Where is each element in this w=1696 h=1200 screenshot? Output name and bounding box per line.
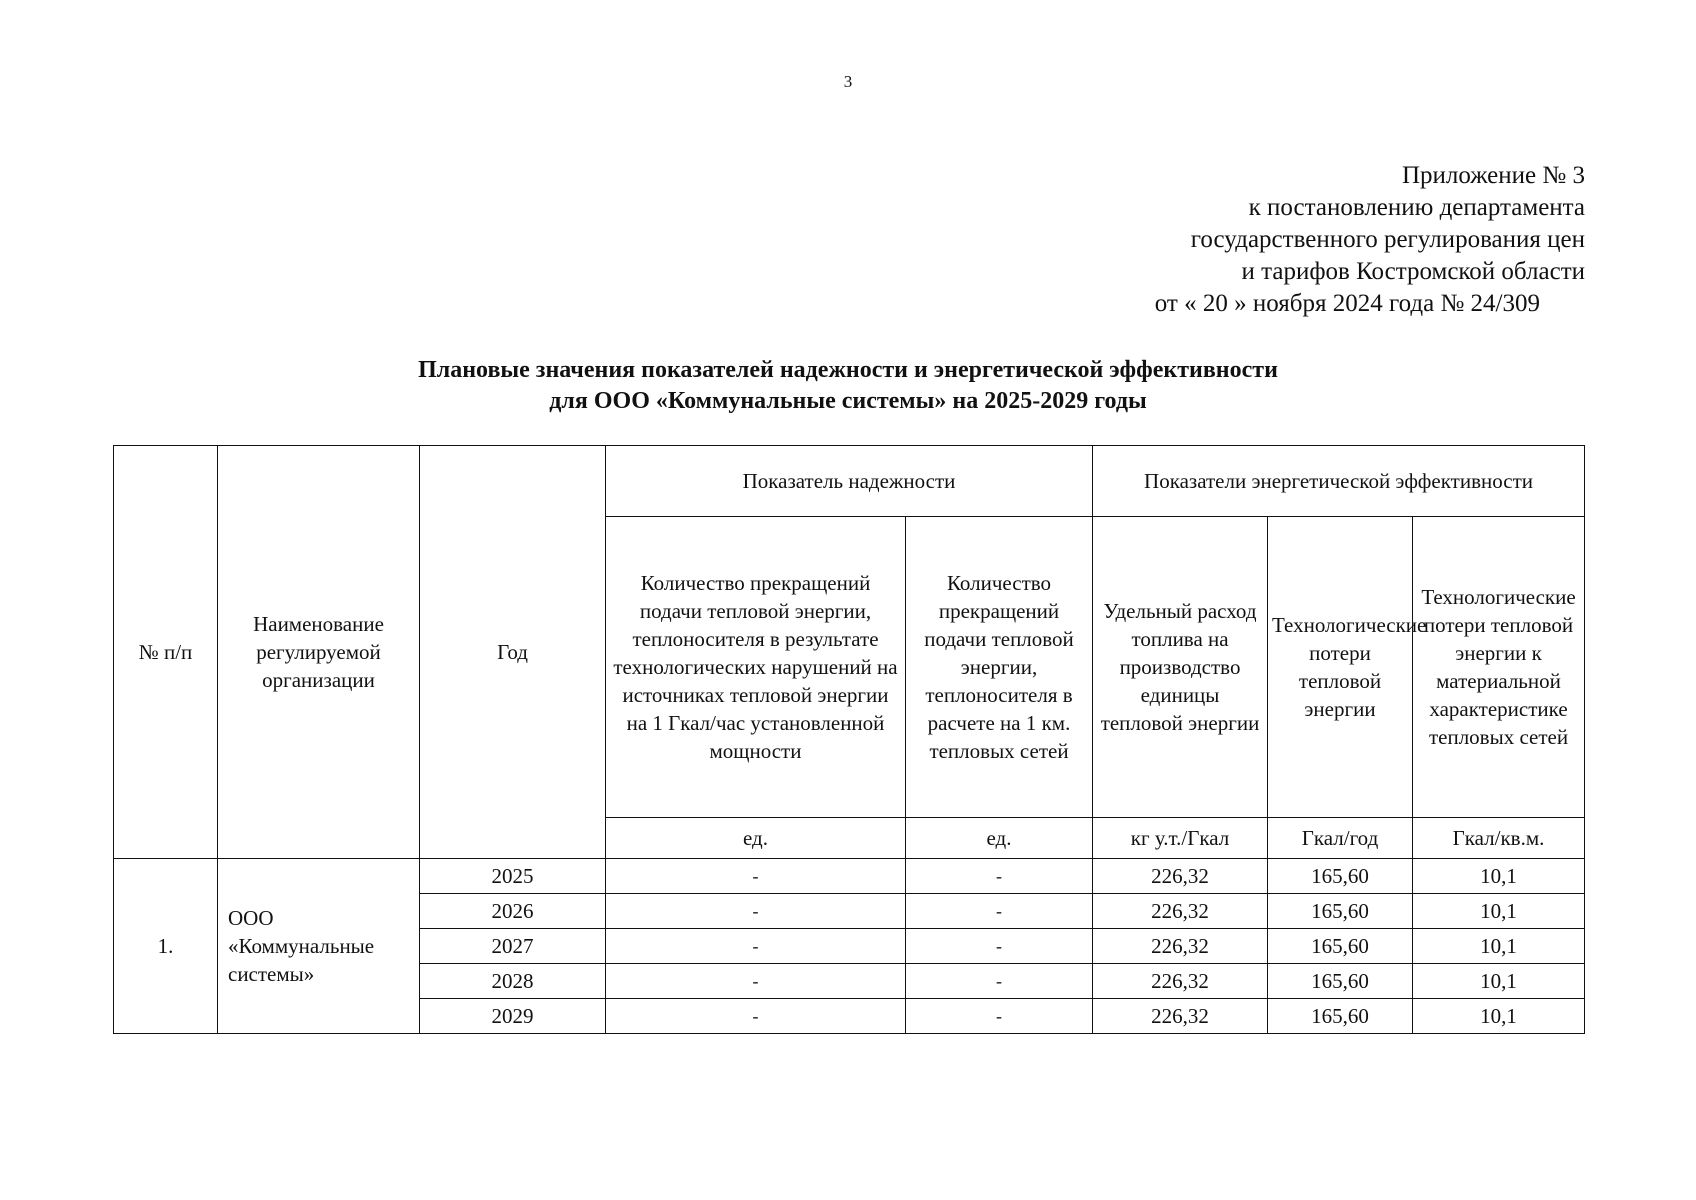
cell-col-2: -	[906, 929, 1093, 964]
cell-year: 2028	[420, 964, 606, 999]
header-col-5: Технологические потери тепловой энергии к материальной характеристике тепловых сетей	[1413, 517, 1585, 818]
cell-col-2: -	[906, 999, 1093, 1034]
cell-col-5: 10,1	[1413, 999, 1585, 1034]
cell-col-3: 226,32	[1093, 859, 1268, 894]
appendix-region: и тарифов Костромской области	[1241, 258, 1585, 285]
header-year: Год	[420, 446, 606, 859]
appendix-department: государственного регулирования цен	[1190, 226, 1585, 253]
header-num: № п/п	[114, 446, 218, 859]
appendix-date: от « 20 » ноября 2024 года № 24/309	[1154, 290, 1540, 317]
cell-col-2: -	[906, 964, 1093, 999]
cell-col-4: 165,60	[1268, 929, 1413, 964]
header-row-groups	[114, 446, 1585, 517]
cell-col-3: 226,32	[1093, 964, 1268, 999]
cell-col-5: 10,1	[1413, 964, 1585, 999]
cell-col-1: -	[606, 964, 906, 999]
unit-col-3: кг у.т./Гкал	[1093, 818, 1268, 859]
cell-col-5: 10,1	[1413, 894, 1585, 929]
header-group-efficiency: Показатели энергетической эффективности	[1093, 446, 1585, 517]
cell-col-3: 226,32	[1093, 999, 1268, 1034]
cell-col-5: 10,1	[1413, 929, 1585, 964]
header-col-2: Количество прекращений подачи тепловой энергии, теплоносителя в расчете на 1 км. тепловых сетей	[906, 517, 1093, 818]
cell-col-4: 165,60	[1268, 964, 1413, 999]
cell-col-4: 165,60	[1268, 999, 1413, 1034]
appendix-block	[1155, 160, 1585, 320]
page-number: 3	[843, 72, 853, 91]
cell-col-2: -	[906, 859, 1093, 894]
table-row	[114, 859, 1585, 894]
header-org: Наименование регулируемой организации	[218, 446, 420, 859]
indicators-table	[113, 445, 1585, 1034]
appendix-number: Приложение № 3	[1401, 162, 1585, 189]
cell-col-5: 10,1	[1413, 859, 1585, 894]
appendix-resolution: к постановлению департамента	[1248, 194, 1585, 221]
cell-col-3: 226,32	[1093, 894, 1268, 929]
document-title-line-1: Плановые значения показателей надежности и энергетической эффективности	[418, 357, 1278, 383]
unit-col-5: Гкал/кв.м.	[1413, 818, 1585, 859]
cell-col-3: 226,32	[1093, 929, 1268, 964]
cell-col-1: -	[606, 929, 906, 964]
unit-col-4: Гкал/год	[1268, 818, 1413, 859]
document-title-line-2: для ООО «Коммунальные системы» на 2025-2029 годы	[549, 388, 1147, 414]
header-group-reliability: Показатель надежности	[606, 446, 1093, 517]
cell-col-1: -	[606, 859, 906, 894]
cell-year: 2025	[420, 859, 606, 894]
header-col-3: Удельный расход топлива на производство единицы тепловой энергии	[1093, 517, 1268, 818]
cell-col-1: -	[606, 894, 906, 929]
unit-col-1: ед.	[606, 818, 906, 859]
cell-col-1: -	[606, 999, 906, 1034]
cell-col-2: -	[906, 894, 1093, 929]
document-title	[0, 355, 1696, 417]
cell-col-4: 165,60	[1268, 859, 1413, 894]
cell-year: 2027	[420, 929, 606, 964]
cell-year: 2026	[420, 894, 606, 929]
cell-col-4: 165,60	[1268, 894, 1413, 929]
unit-col-2: ед.	[906, 818, 1093, 859]
cell-num: 1.	[114, 859, 218, 1034]
header-col-4: Технологические потери тепловой энергии	[1268, 517, 1413, 818]
header-col-1: Количество прекращений подачи тепловой энергии, теплоносителя в результате технологических нарушений на источниках тепловой энергии на 1 Гкал/час установленной мощности	[606, 517, 906, 818]
cell-org: ООО «Коммунальные системы»	[218, 859, 420, 1034]
cell-year: 2029	[420, 999, 606, 1034]
